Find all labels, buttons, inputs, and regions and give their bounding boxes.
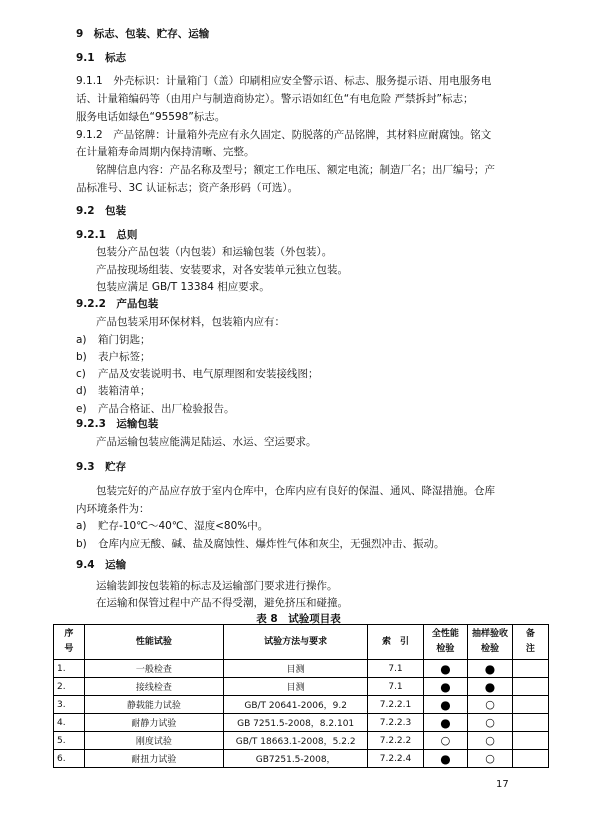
cell-method: GB/T 18663.1-2008，5.2.2: [223, 732, 367, 750]
section-heading-9-4: 9.4 运输: [76, 559, 127, 571]
cell-method: GB/T 20641-2006，9.2: [223, 696, 367, 714]
table-row: [54, 732, 549, 750]
paragraph-line: 在计量箱寿命周期内保持清晰、完整。: [76, 146, 255, 158]
cell-index: 7.2.2.3: [368, 714, 423, 732]
cell-full-check: ●: [423, 714, 468, 732]
cell-no: 5.: [54, 732, 85, 750]
paragraph-line: 产品按现场组装、安装要求，对各安装单元独立包装。: [96, 264, 348, 276]
list-item: c) 产品及安装说明书、电气原理图和安装接线图；: [76, 368, 319, 380]
cell-sample-check: ○: [468, 750, 513, 768]
section-heading-9-2: 9.2 包装: [76, 205, 127, 217]
section-heading-9-2-2: 9.2.2 产品包装: [76, 298, 159, 310]
cell-no: 6.: [54, 750, 85, 768]
cell-test: 耐静力试验: [84, 714, 223, 732]
header-cell: 序号: [54, 625, 85, 660]
paragraph-line: 产品运输包装应能满足陆运、水运、空运要求。: [96, 436, 317, 448]
header-cell: 索 引: [368, 625, 423, 660]
cell-test: 刚度试验: [84, 732, 223, 750]
paragraph-line: 9.1.1 外壳标识：计量箱门（盖）印刷相应安全警示语、标志、服务提示语、用电服务电: [76, 75, 492, 87]
page-number: 17: [496, 779, 509, 790]
list-item: b) 仓库内应无酸、碱、盐及腐蚀性、爆炸性气体和灰尘，无强烈冲击、振动。: [76, 538, 445, 550]
cell-sample-check: ●: [468, 660, 513, 678]
cell-note: [512, 660, 548, 678]
paragraph-line: 运输装卸按包装箱的标志及运输部门要求进行操作。: [96, 580, 338, 592]
paragraph-line: 产品包装采用环保材料，包装箱内应有：: [96, 316, 285, 328]
cell-no: 1.: [54, 660, 85, 678]
header-cell: 抽样验收检验: [468, 625, 513, 660]
section-heading-9-1: 9.1 标志: [76, 52, 127, 64]
paragraph-line: 包装完好的产品应存放于室内仓库中，仓库内应有良好的保温、通风、降湿措施。仓库: [96, 485, 495, 497]
paragraph-line: 服务电话如绿色“95598”标志。: [76, 111, 226, 123]
cell-note: [512, 714, 548, 732]
cell-test: 接线检查: [84, 678, 223, 696]
cell-no: 2.: [54, 678, 85, 696]
section-heading-9-2-1: 9.2.1 总则: [76, 229, 138, 241]
header-cell: 全性能检验: [423, 625, 468, 660]
cell-full-check: ○: [423, 732, 468, 750]
cell-sample-check: ○: [468, 714, 513, 732]
table-header-row: [54, 625, 549, 660]
paragraph-line: 铭牌信息内容：产品名称及型号；额定工作电压、额定电流；制造厂名；出厂编号；产: [96, 164, 495, 176]
cell-index: 7.2.2.2: [368, 732, 423, 750]
cell-note: [512, 750, 548, 768]
cell-sample-check: ○: [468, 732, 513, 750]
paragraph-line: 品标准号、3C 认证标志；资产条形码（可选）。: [76, 182, 299, 194]
header-cell: 备注: [512, 625, 548, 660]
paragraph-line: 话、计量箱编码等（由用户与制造商协定）。警示语如红色“有电危险 严禁拆封”标志；: [76, 93, 474, 105]
table-row: [54, 678, 549, 696]
cell-no: 4.: [54, 714, 85, 732]
list-item: b) 表户标签；: [76, 351, 151, 363]
section-heading-9-3: 9.3 贮存: [76, 461, 127, 473]
cell-full-check: ●: [423, 750, 468, 768]
section-heading-9: 9 标志、包装、贮存、运输: [76, 28, 210, 40]
table-caption: 表 8 试验项目表: [256, 613, 341, 625]
table-row: [54, 660, 549, 678]
cell-note: [512, 678, 548, 696]
cell-note: [512, 732, 548, 750]
cell-method: GB7251.5-2008，: [223, 750, 367, 768]
cell-note: [512, 696, 548, 714]
cell-sample-check: ○: [468, 696, 513, 714]
table-row: [54, 750, 549, 768]
paragraph-line: 9.1.2 产品铭牌：计量箱外壳应有永久固定、防脱落的产品铭牌，其材料应耐腐蚀。铭文: [76, 129, 492, 141]
paragraph-line: 包装应满足 GB/T 13384 相应要求。: [96, 281, 270, 293]
table-row: [54, 714, 549, 732]
cell-index: 7.1: [368, 660, 423, 678]
cell-method: 目测: [223, 678, 367, 696]
paragraph-line: 在运输和保管过程中产品不得受潮，避免挤压和碰撞。: [96, 597, 348, 609]
cell-full-check: ●: [423, 678, 468, 696]
header-cell: 试验方法与要求: [223, 625, 367, 660]
cell-index: 7.2.2.4: [368, 750, 423, 768]
list-item: e) 产品合格证、出厂检验报告。: [76, 403, 235, 415]
header-cell: 性能试验: [84, 625, 223, 660]
cell-test: 静载能力试验: [84, 696, 223, 714]
list-item: a) 贮存-10℃～40℃、湿度<80%中。: [76, 520, 269, 532]
list-item: d) 装箱清单；: [76, 385, 151, 397]
cell-test: 耐扭力试验: [84, 750, 223, 768]
cell-method: 目测: [223, 660, 367, 678]
cell-test: 一般检查: [84, 660, 223, 678]
cell-full-check: ●: [423, 696, 468, 714]
cell-method: GB 7251.5-2008，8.2.101: [223, 714, 367, 732]
paragraph-line: 包装分产品包装（内包装）和运输包装（外包装）。: [96, 246, 333, 258]
table-row: [54, 696, 549, 714]
test-items-table: [53, 624, 549, 768]
cell-sample-check: ●: [468, 678, 513, 696]
cell-index: 7.2.2.1: [368, 696, 423, 714]
cell-no: 3.: [54, 696, 85, 714]
list-item: a) 箱门钥匙；: [76, 334, 151, 346]
cell-full-check: ●: [423, 660, 468, 678]
section-heading-9-2-3: 9.2.3 运输包装: [76, 418, 159, 430]
cell-index: 7.1: [368, 678, 423, 696]
paragraph-line: 内环境条件为：: [76, 503, 150, 515]
